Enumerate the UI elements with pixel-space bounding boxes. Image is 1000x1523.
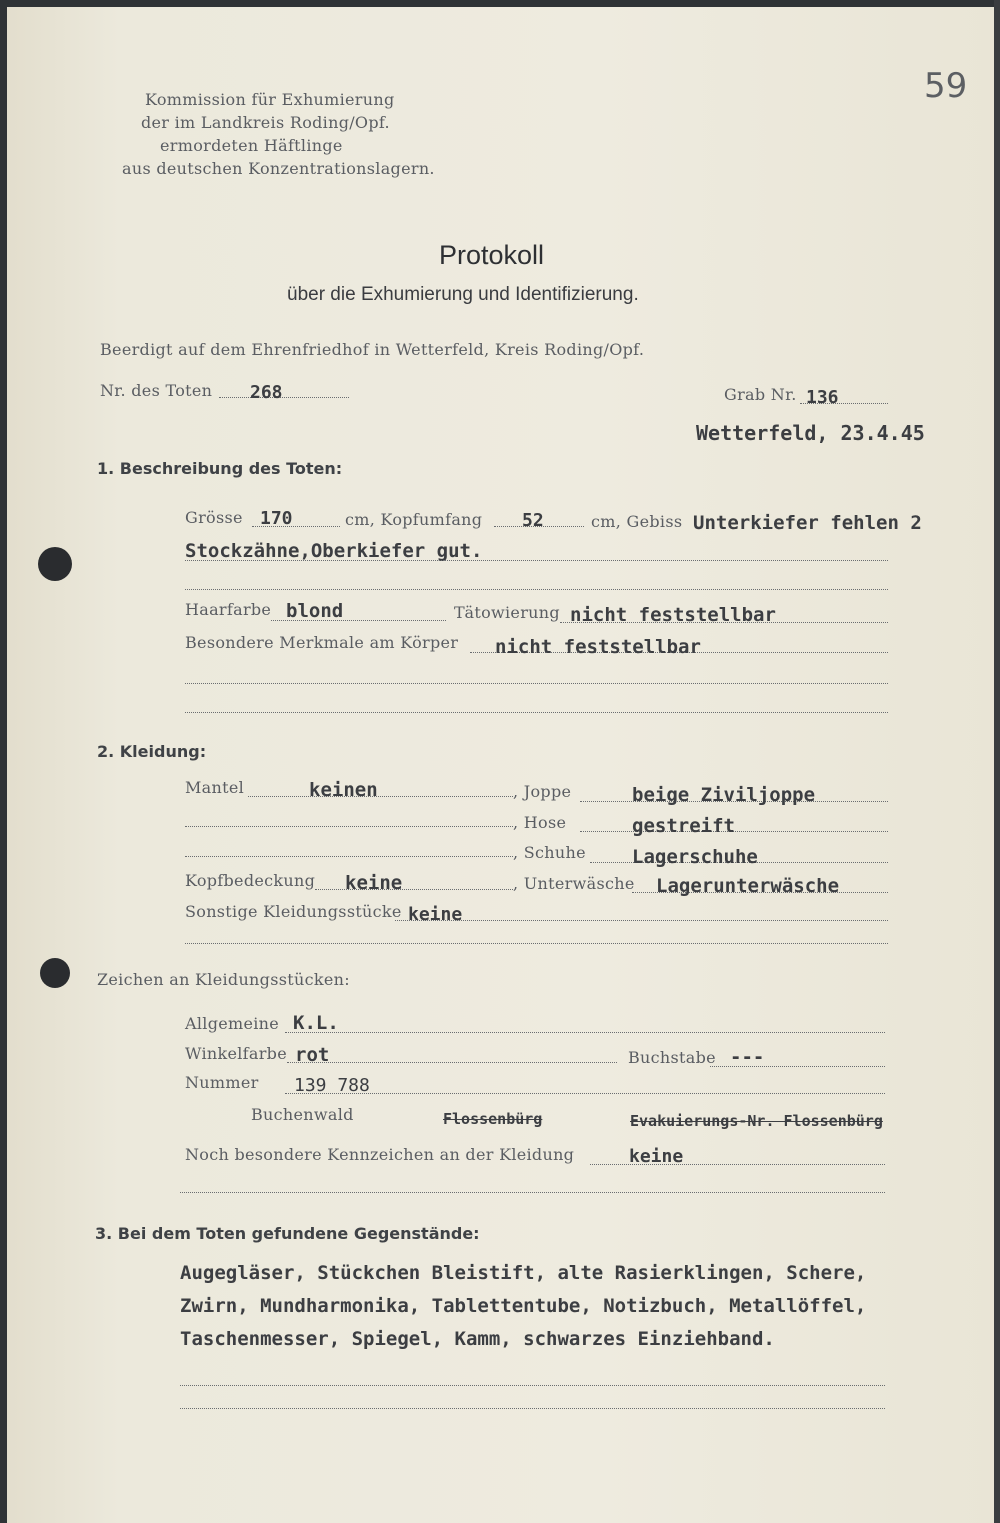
scan-edge-right: [994, 0, 1000, 1523]
teeth-value-cont: Stockzähne,Oberkiefer gut.: [185, 540, 483, 562]
general-value: K.L.: [293, 1012, 339, 1034]
height-label: Grösse: [185, 508, 243, 527]
jacket-value: beige Ziviljoppe: [632, 784, 816, 806]
scan-edge-left: [0, 0, 7, 1523]
hair-label: Haarfarbe: [185, 600, 272, 619]
height-value: 170: [260, 508, 293, 529]
camp-label: Buchenwald: [251, 1105, 354, 1124]
evacuation-label-struck: Evakuierungs-Nr. Flossenbürg: [630, 1112, 883, 1130]
marks-label: Besondere Merkmale am Körper: [185, 633, 459, 652]
dead-no-value: 268: [250, 382, 283, 403]
header-line: aus deutschen Konzentrationslagern.: [122, 159, 435, 178]
headwear-value: keine: [345, 872, 403, 894]
letter-label: Buchstabe: [628, 1048, 716, 1067]
scan-edge-top: [0, 0, 1000, 7]
underwear-value: Lagerunterwäsche: [656, 875, 840, 897]
number-value: 139 788: [294, 1075, 370, 1096]
other-label: Sonstige Kleidungsstücke: [185, 902, 402, 921]
document-title: Protokoll: [439, 240, 545, 270]
general-label: Allgemeine: [185, 1014, 280, 1033]
burial-line: Beerdigt auf dem Ehrenfriedhof in Wetterfeld, Kreis Roding/Opf.: [100, 340, 645, 359]
header-line: der im Landkreis Roding/Opf.: [141, 113, 390, 132]
dead-no-label: Nr. des Toten: [100, 381, 213, 400]
underwear-label: , Unterwäsche: [513, 874, 635, 893]
items-line: Augegläser, Stückchen Bleistift, alte Rasierklingen, Schere,: [180, 1262, 867, 1284]
camp-label-struck: Flossenbürg: [443, 1110, 543, 1128]
letter-value: ---: [730, 1046, 765, 1068]
header-line: Kommission für Exhumierung: [145, 90, 395, 109]
number-label: Nummer: [185, 1073, 259, 1092]
section-heading: 2. Kleidung:: [97, 742, 207, 761]
punch-hole-icon: [38, 547, 72, 581]
coat-value: keinen: [309, 779, 378, 801]
head-circ-value: 52: [522, 510, 544, 531]
grave-value: 136: [806, 387, 839, 408]
marks-value: nicht feststellbar: [495, 636, 701, 658]
tattoo-label: Tätowierung: [454, 603, 560, 622]
special-value: keine: [629, 1146, 684, 1167]
color-label: Winkelfarbe: [185, 1044, 287, 1063]
hair-value: blond: [286, 600, 344, 622]
coat-label: Mantel: [185, 778, 245, 797]
other-value: keine: [408, 904, 463, 925]
items-line: Taschenmesser, Spiegel, Kamm, schwarzes Einziehband.: [180, 1328, 775, 1350]
page-number: 59: [924, 66, 968, 106]
trousers-label: , Hose: [513, 813, 567, 832]
tattoo-value: nicht feststellbar: [570, 604, 776, 626]
color-value: rot: [295, 1044, 330, 1066]
section-heading: 1. Beschreibung des Toten:: [97, 459, 343, 478]
shoes-label: , Schuhe: [513, 843, 586, 862]
section-heading: 3. Bei dem Toten gefundene Gegenstände:: [95, 1224, 480, 1243]
headwear-label: Kopfbedeckung: [185, 871, 316, 890]
teeth-value: Unterkiefer fehlen 2: [693, 512, 922, 534]
head-circ-label: cm, Kopfumfang: [345, 510, 483, 529]
document-subtitle: über die Exhumierung und Identifizierung.: [287, 284, 639, 305]
punch-hole-icon: [40, 958, 70, 988]
marks-heading: Zeichen an Kleidungsstücken:: [97, 970, 350, 989]
place-date: Wetterfeld, 23.4.45: [696, 421, 925, 445]
shoes-value: Lagerschuhe: [632, 846, 758, 868]
trousers-value: gestreift: [632, 815, 735, 837]
items-line: Zwirn, Mundharmonika, Tablettentube, Notizbuch, Metallöffel,: [180, 1295, 867, 1317]
header-line: ermordeten Häftlinge: [160, 136, 343, 155]
special-label: Noch besondere Kennzeichen an der Kleidung: [185, 1145, 575, 1164]
jacket-label: , Joppe: [513, 782, 572, 801]
teeth-label: cm, Gebiss: [591, 512, 683, 531]
grave-label: Grab Nr.: [724, 385, 797, 404]
